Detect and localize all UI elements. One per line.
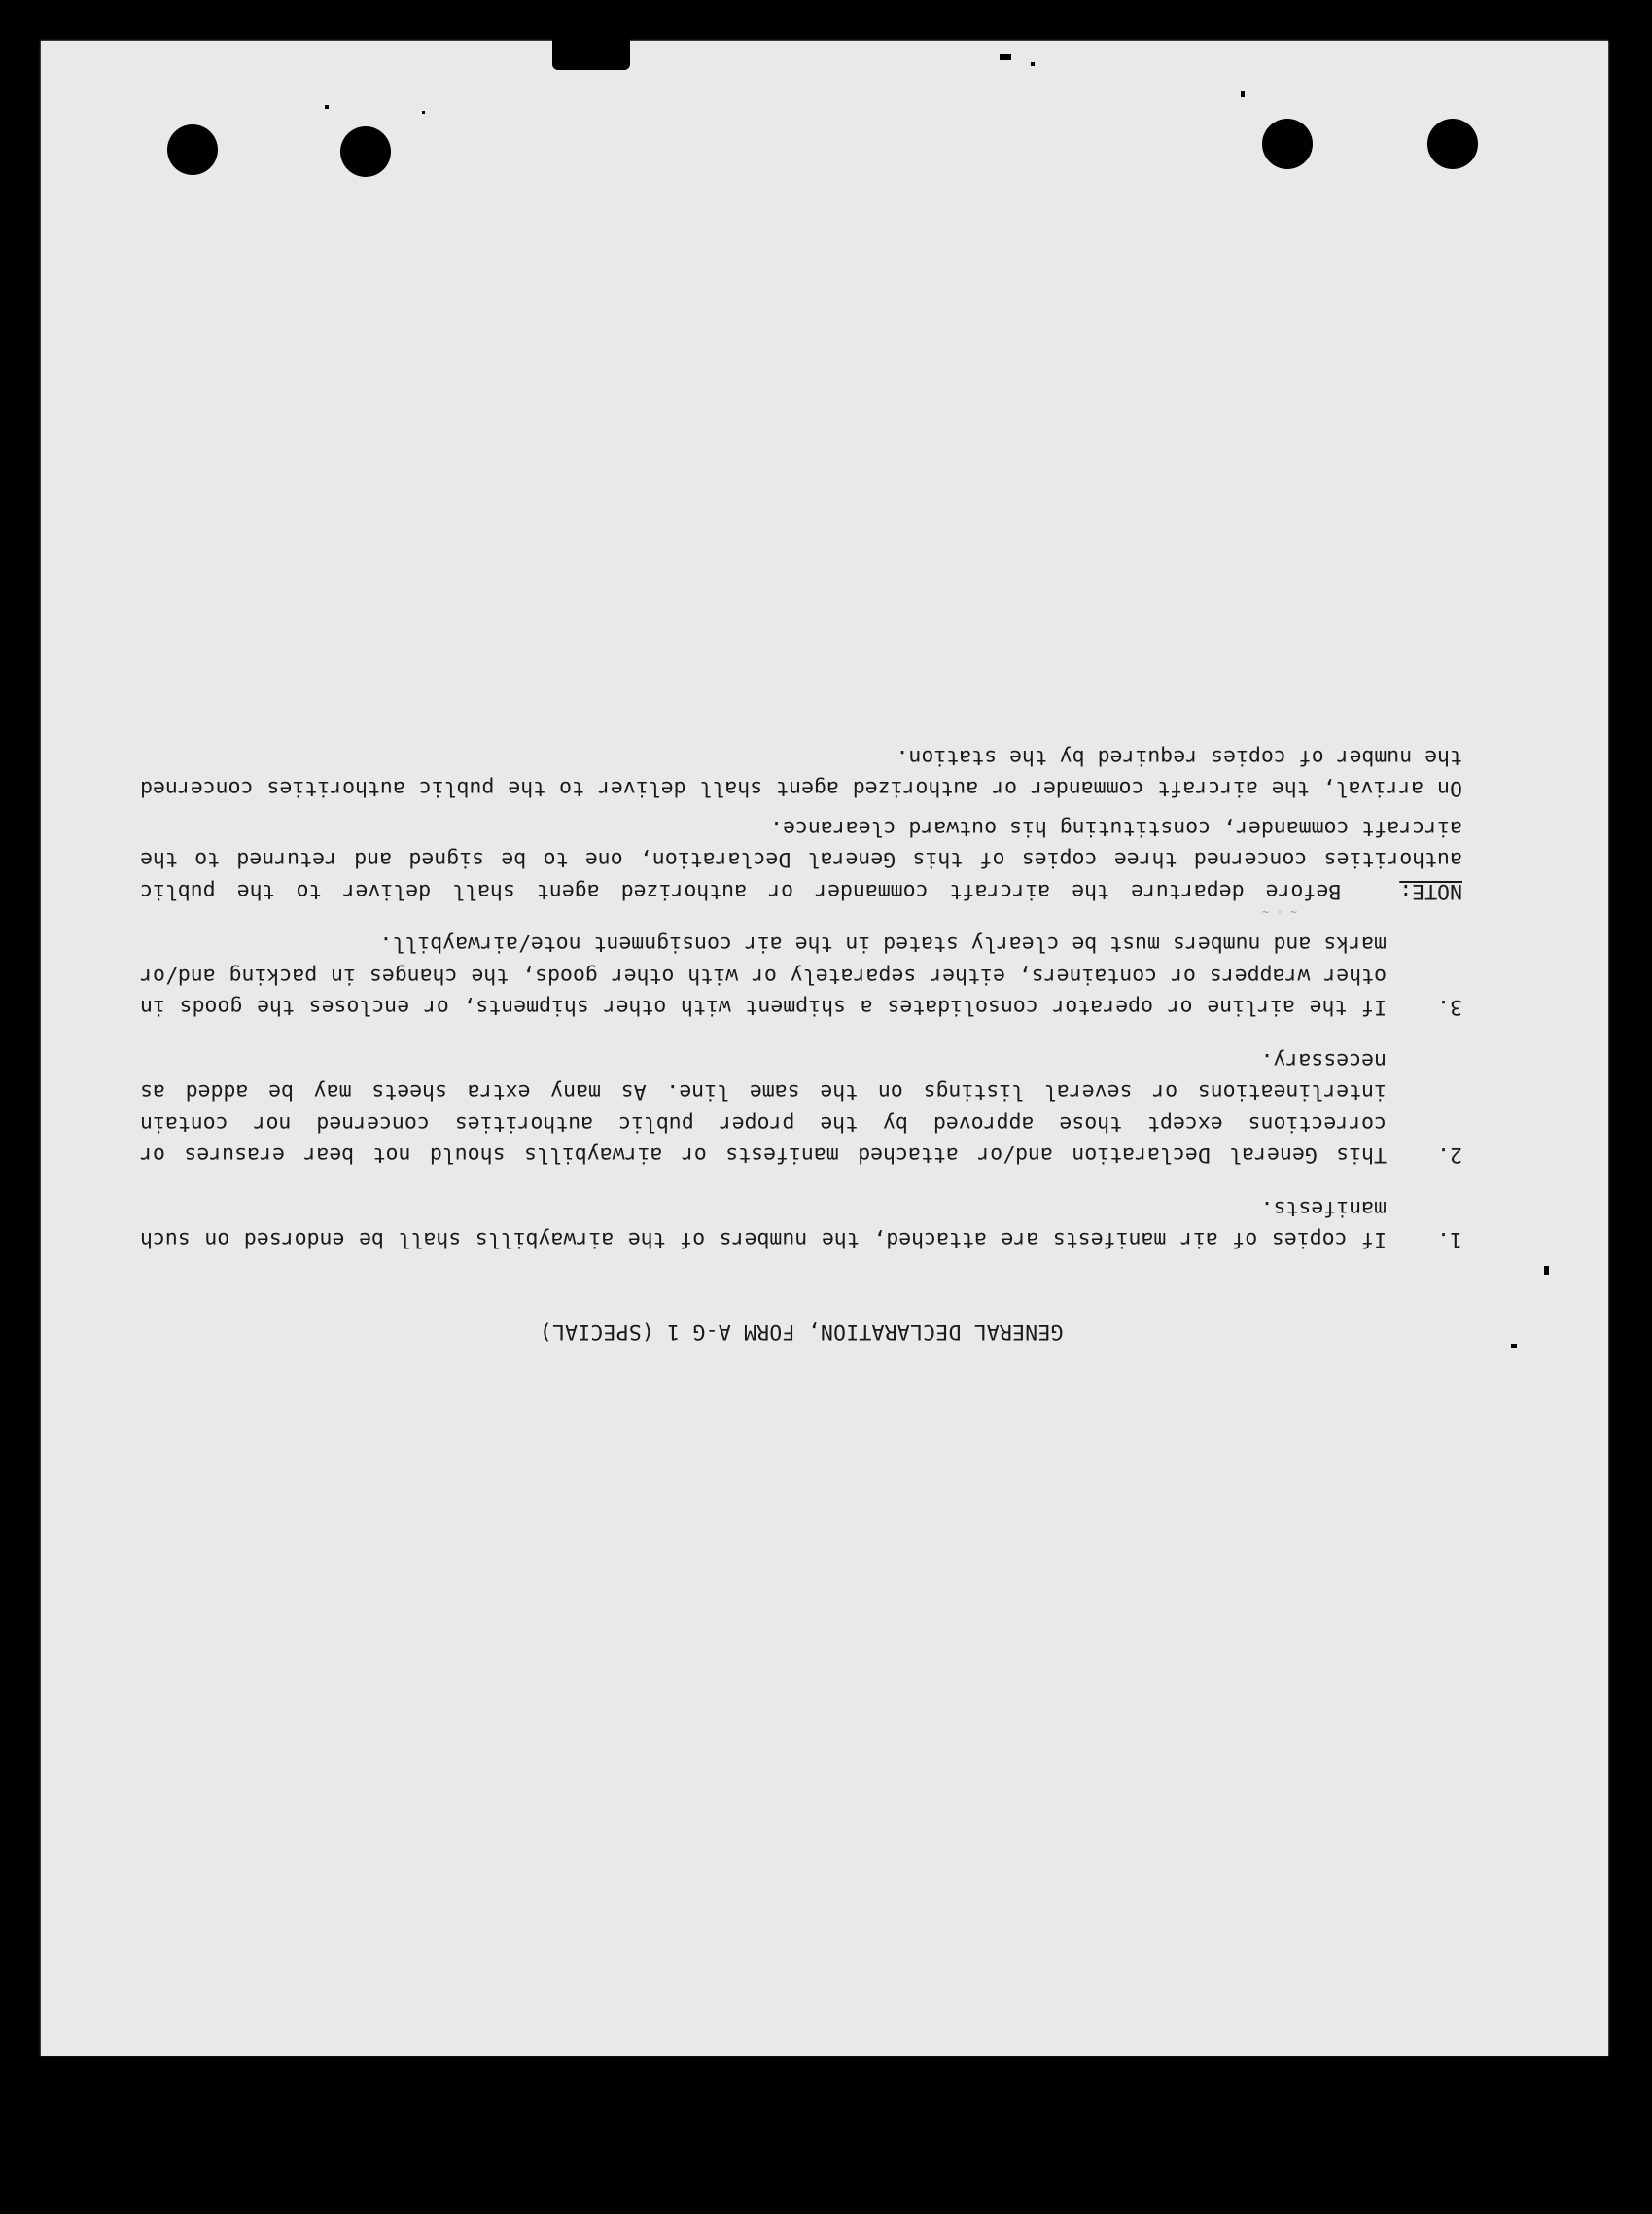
- document-page: [41, 41, 1608, 2056]
- item-number: 3.: [1437, 995, 1462, 1020]
- arrival-paragraph: On arrival, the aircraft commander or authorized agent shall deliver to the public authorities concerned the number of copies required by the station.: [140, 745, 1462, 801]
- item-text: If the airline or operator consolidates a shipment with other shipments, or encloses the goods in other wrappers or containers, either separately or with other goods, the changes in packing and/or marks and numbers must be clearly stated in the air consignment note/airwaybill.: [140, 931, 1387, 1020]
- typewritten-text-block: [41, 41, 1608, 2056]
- item-text: If copies of air manifests are attached, the numbers of the airwaybills shall be endorsed on such manifests.: [140, 1196, 1387, 1252]
- item-text: This General Declaration and/or attached manifests or airwaybills should not bear erasures or corrections except those approved by the proper public authorities concerned nor contain interlineations or several listings on the same line. As many extra sheets may be added as necessary.: [140, 1048, 1387, 1168]
- list-item: [140, 1044, 1462, 1171]
- faint-stamp-mark: ~ ◦ ~: [1262, 905, 1298, 919]
- note-label: NOTE:: [1399, 879, 1462, 903]
- note-text: Before departure the aircraft commander or authorized agent shall deliver to the public authorities concerned three copies of this General Declaration, one to be signed and returned to the aircraft commander, constituting his outward clearance.: [140, 816, 1462, 903]
- typed-content: [140, 741, 1462, 1348]
- item-number: 2.: [1437, 1142, 1462, 1168]
- note-paragraph: [140, 812, 1462, 907]
- list-item: [140, 928, 1462, 1023]
- document-title: GENERAL DECLARATION, FORM A-G 1 (SPECIAL): [539, 1319, 1064, 1344]
- item-number: 1.: [1437, 1227, 1462, 1252]
- list-item: [140, 1192, 1462, 1255]
